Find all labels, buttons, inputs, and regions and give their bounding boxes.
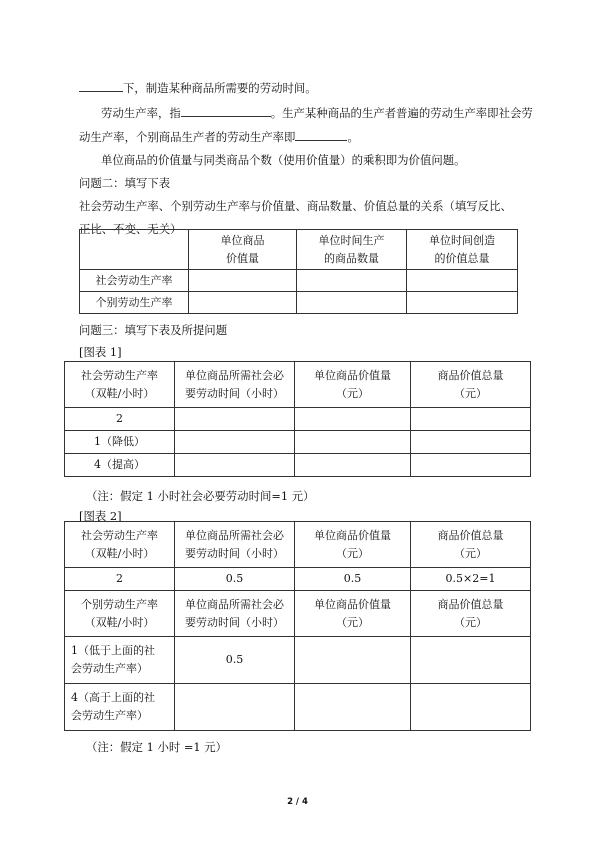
table-cell: 0.5 [175,568,295,591]
table-cell: 0.5×2=1 [411,568,531,591]
table-row [65,408,531,431]
table-row [65,454,531,477]
section-title-q2: 问题二：填写下表 [79,176,171,190]
header-cell: 单位商品所需社会必 要劳动时间（小时） [175,362,295,408]
paragraph-line-1: 下，制造某种商品所需要的劳动时间。 [79,80,317,95]
header-cell: 单位商品价值量 （元） [295,522,411,568]
header-cell: 个别劳动生产率 （双鞋/小时） [65,591,175,637]
fill-blank [295,129,347,141]
row-label: 2 [65,408,175,431]
table-cell: 0.5 [295,568,411,591]
note-1: （注：假定 1 小时社会必要劳动时间=1 元） [86,489,315,503]
table-row [65,637,531,684]
header-cell: 单位商品所需社会必 要劳动时间（小时） [175,522,295,568]
row-label: 个别劳动生产率 [80,292,189,314]
header-cell: 单位商品价值量 （元） [295,591,411,637]
table-row [65,362,531,408]
table-row [80,230,518,270]
header-cell: 商品价值总量 （元） [411,522,531,568]
header-cell: 商品价值总量 （元） [411,591,531,637]
fill-blank [79,80,123,92]
table-row [65,568,531,591]
note-2: （注：假定 1 小时 =1 元） [86,740,228,754]
header-cell: 单位商品 价值量 [189,230,297,270]
row-label: 1（低于上面的社 会劳动生产率） [65,637,175,684]
page-number: 2 / 4 [287,797,308,807]
table-row [65,591,531,637]
header-cell: 社会劳动生产率 （双鞋/小时） [65,362,175,408]
table-cell: 0.5 [175,637,295,684]
header-cell: 单位时间生产 的商品数量 [297,230,407,270]
row-label: 社会劳动生产率 [80,270,189,292]
chart-label-1: [图表 1] [79,345,122,359]
paragraph-line-3: 动生产率，个别商品生产者的劳动生产率即 。 [79,130,359,144]
table-row [65,431,531,454]
relation-table [79,229,518,314]
header-cell: 单位商品价值量 （元） [295,362,411,408]
fill-blank [181,105,271,117]
row-label: 1（降低） [65,431,175,454]
chart2-table [64,521,531,731]
paragraph-line-6: 社会劳动生产率、个别劳动生产率与价值量、商品数量、价值总量的关系（填写反比、 [79,199,512,213]
table-row [80,270,518,292]
header-cell: 单位时间创造 的价值总量 [407,230,518,270]
section-title-q3: 问题三：填写下表及所提问题 [79,323,228,337]
table-row [80,292,518,314]
header-cell: 社会劳动生产率 （双鞋/小时） [65,522,175,568]
table-cell: 2 [65,568,175,591]
row-label: 4（高于上面的社 会劳动生产率） [65,684,175,731]
paragraph-line-7: 正比、不变、无关） [79,222,182,236]
row-label: 4（提高） [65,454,175,477]
paragraph-line-4: 单位商品的价值量与同类商品个数（使用价值量）的乘积即为价值问题。 [101,153,466,167]
table-row [65,522,531,568]
chart-label-2: [图表 2] [79,509,122,523]
header-cell: 商品价值总量 （元） [411,362,531,408]
header-cell: 单位商品所需社会必 要劳动时间（小时） [175,591,295,637]
paragraph-line-2: 劳动生产率，指 。生产某种商品的生产者普遍的劳动生产率即社会劳 [101,106,533,120]
table-row [65,684,531,731]
chart1-table [64,361,531,477]
